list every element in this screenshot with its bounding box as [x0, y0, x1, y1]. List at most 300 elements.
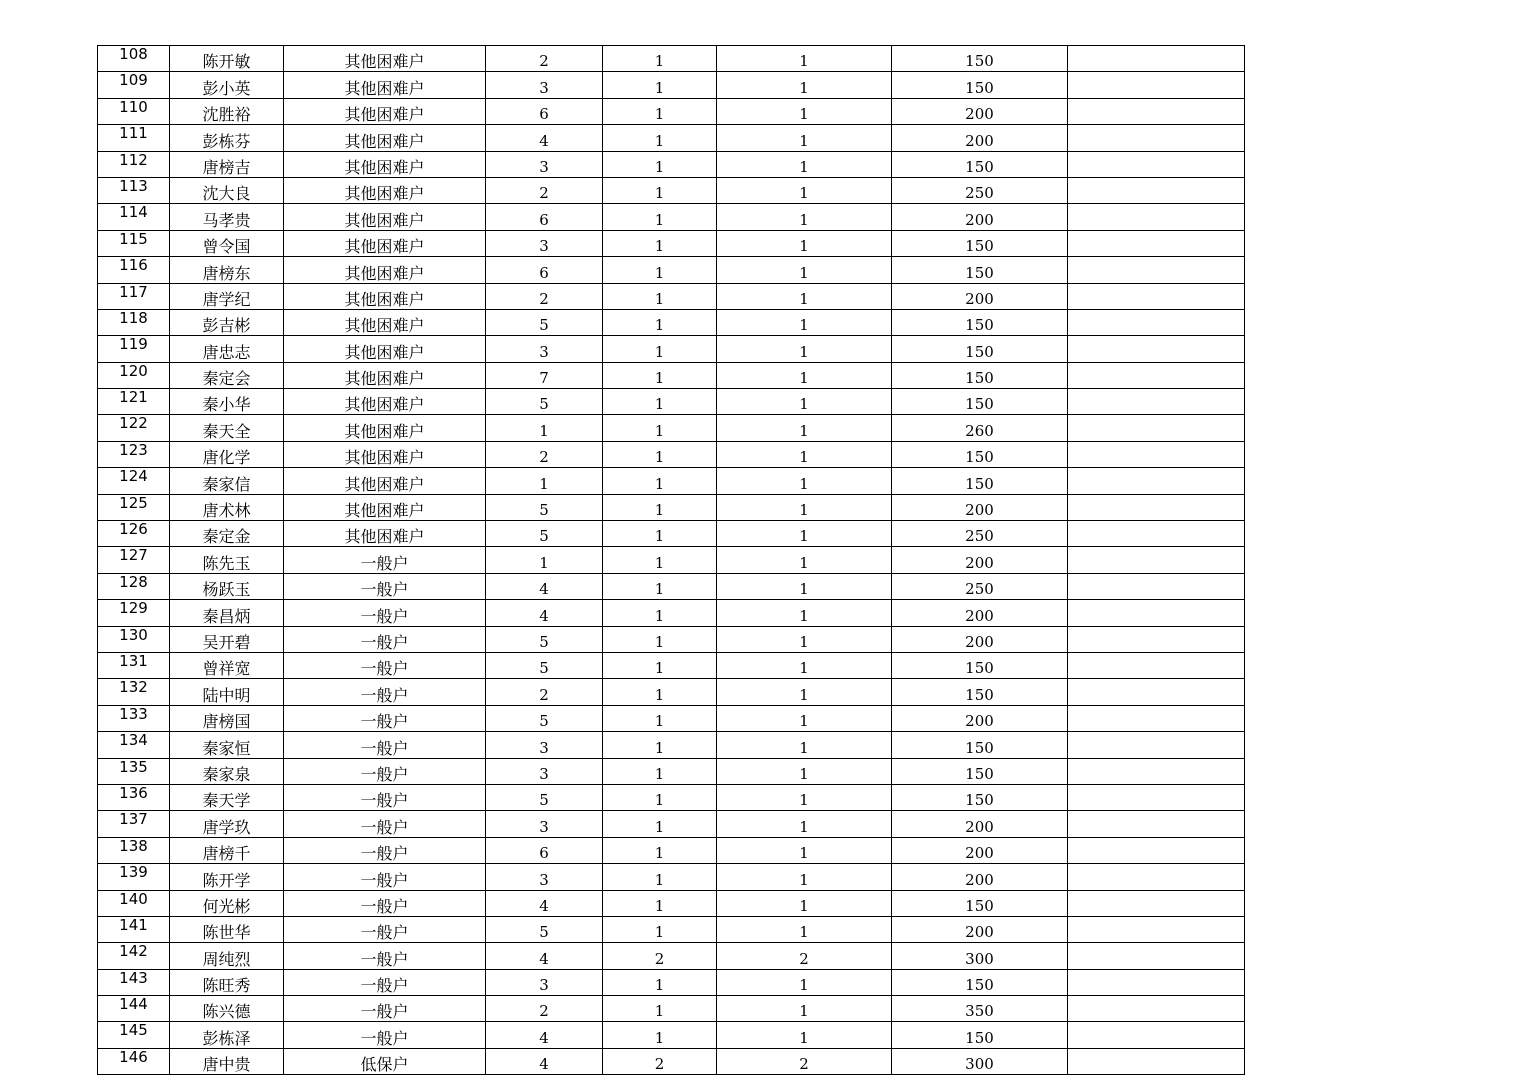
- amount-cell: 150: [892, 732, 1068, 758]
- row-number-cell: 119: [98, 336, 170, 362]
- household-type-cell: 一般户: [284, 626, 486, 652]
- table-row: [98, 916, 1245, 942]
- household-size-cell: 3: [486, 864, 603, 890]
- table-row: [98, 468, 1245, 494]
- household-size-cell: 6: [486, 837, 603, 863]
- count-cell: 1: [603, 652, 717, 678]
- row-number-cell: 145: [98, 1022, 170, 1048]
- count-cell: 1: [717, 573, 892, 599]
- household-type-cell: 其他困难户: [284, 230, 486, 256]
- household-type-cell: 一般户: [284, 969, 486, 995]
- row-number-cell: 127: [98, 547, 170, 573]
- name-cell: 陈旺秀: [170, 969, 284, 995]
- table-row: [98, 151, 1245, 177]
- table-row: [98, 521, 1245, 547]
- count-cell: 1: [603, 784, 717, 810]
- row-number-cell: 122: [98, 415, 170, 441]
- row-number-cell: 116: [98, 257, 170, 283]
- row-number-cell: 114: [98, 204, 170, 230]
- household-size-cell: 4: [486, 125, 603, 151]
- table-row: [98, 125, 1245, 151]
- note-cell: [1068, 573, 1245, 599]
- amount-cell: 150: [892, 230, 1068, 256]
- note-cell: [1068, 705, 1245, 731]
- note-cell: [1068, 494, 1245, 520]
- count-cell: 1: [603, 125, 717, 151]
- note-cell: [1068, 679, 1245, 705]
- household-type-cell: 一般户: [284, 890, 486, 916]
- amount-cell: 200: [892, 125, 1068, 151]
- household-type-cell: 一般户: [284, 837, 486, 863]
- household-type-cell: 一般户: [284, 1022, 486, 1048]
- amount-cell: 150: [892, 362, 1068, 388]
- household-size-cell: 4: [486, 600, 603, 626]
- row-number-cell: 128: [98, 573, 170, 599]
- amount-cell: 150: [892, 309, 1068, 335]
- amount-cell: 200: [892, 283, 1068, 309]
- household-size-cell: 1: [486, 415, 603, 441]
- household-size-cell: 5: [486, 916, 603, 942]
- row-number-cell: 137: [98, 811, 170, 837]
- amount-cell: 200: [892, 626, 1068, 652]
- note-cell: [1068, 864, 1245, 890]
- household-type-cell: 一般户: [284, 996, 486, 1022]
- note-cell: [1068, 468, 1245, 494]
- table-row: [98, 1048, 1245, 1074]
- note-cell: [1068, 1022, 1245, 1048]
- table-row: [98, 784, 1245, 810]
- name-cell: 唐中贵: [170, 1048, 284, 1074]
- row-number-cell: 141: [98, 916, 170, 942]
- name-cell: 秦家泉: [170, 758, 284, 784]
- count-cell: 1: [603, 309, 717, 335]
- row-number-cell: 123: [98, 441, 170, 467]
- amount-cell: 150: [892, 679, 1068, 705]
- name-cell: 秦家信: [170, 468, 284, 494]
- count-cell: 1: [603, 864, 717, 890]
- table-row: [98, 389, 1245, 415]
- count-cell: 1: [603, 916, 717, 942]
- table-row: [98, 257, 1245, 283]
- row-number-cell: 110: [98, 98, 170, 124]
- count-cell: 1: [717, 969, 892, 995]
- count-cell: 1: [717, 441, 892, 467]
- row-number-cell: 138: [98, 837, 170, 863]
- table-row: [98, 732, 1245, 758]
- household-size-cell: 5: [486, 309, 603, 335]
- name-cell: 杨跃玉: [170, 573, 284, 599]
- amount-cell: 200: [892, 864, 1068, 890]
- note-cell: [1068, 257, 1245, 283]
- household-type-cell: 一般户: [284, 732, 486, 758]
- table-row: [98, 309, 1245, 335]
- row-number-cell: 111: [98, 125, 170, 151]
- count-cell: 1: [717, 600, 892, 626]
- note-cell: [1068, 441, 1245, 467]
- table-row: [98, 811, 1245, 837]
- row-number-cell: 109: [98, 72, 170, 98]
- row-number-cell: 135: [98, 758, 170, 784]
- table-row: [98, 72, 1245, 98]
- household-size-cell: 5: [486, 626, 603, 652]
- household-size-cell: 4: [486, 573, 603, 599]
- household-type-cell: 其他困难户: [284, 309, 486, 335]
- household-type-cell: 其他困难户: [284, 521, 486, 547]
- count-cell: 1: [717, 811, 892, 837]
- amount-cell: 150: [892, 72, 1068, 98]
- count-cell: 1: [717, 837, 892, 863]
- amount-cell: 150: [892, 468, 1068, 494]
- note-cell: [1068, 362, 1245, 388]
- count-cell: 1: [603, 547, 717, 573]
- count-cell: 1: [717, 125, 892, 151]
- note-cell: [1068, 98, 1245, 124]
- row-number-cell: 132: [98, 679, 170, 705]
- household-size-cell: 2: [486, 996, 603, 1022]
- count-cell: 1: [603, 283, 717, 309]
- row-number-cell: 124: [98, 468, 170, 494]
- household-type-cell: 其他困难户: [284, 98, 486, 124]
- count-cell: 1: [717, 46, 892, 72]
- count-cell: 1: [717, 415, 892, 441]
- count-cell: 1: [603, 758, 717, 784]
- row-number-cell: 113: [98, 177, 170, 203]
- count-cell: 1: [603, 573, 717, 599]
- row-number-cell: 146: [98, 1048, 170, 1074]
- table-row: [98, 1022, 1245, 1048]
- name-cell: 秦定金: [170, 521, 284, 547]
- name-cell: 马孝贵: [170, 204, 284, 230]
- table-row: [98, 441, 1245, 467]
- name-cell: 唐忠志: [170, 336, 284, 362]
- count-cell: 1: [603, 468, 717, 494]
- count-cell: 1: [603, 151, 717, 177]
- table-row: [98, 494, 1245, 520]
- amount-cell: 300: [892, 1048, 1068, 1074]
- table-row: [98, 177, 1245, 203]
- count-cell: 1: [603, 837, 717, 863]
- amount-cell: 250: [892, 521, 1068, 547]
- count-cell: 1: [717, 626, 892, 652]
- row-number-cell: 108: [98, 46, 170, 72]
- table-row: [98, 283, 1245, 309]
- amount-cell: 200: [892, 547, 1068, 573]
- count-cell: 2: [717, 1048, 892, 1074]
- name-cell: 陆中明: [170, 679, 284, 705]
- count-cell: 1: [717, 230, 892, 256]
- count-cell: 1: [603, 600, 717, 626]
- row-number-cell: 121: [98, 389, 170, 415]
- name-cell: 周纯烈: [170, 943, 284, 969]
- count-cell: 2: [603, 1048, 717, 1074]
- count-cell: 1: [603, 811, 717, 837]
- household-type-cell: 一般户: [284, 547, 486, 573]
- count-cell: 1: [603, 996, 717, 1022]
- name-cell: 唐榜东: [170, 257, 284, 283]
- household-size-cell: 6: [486, 98, 603, 124]
- count-cell: 1: [603, 441, 717, 467]
- amount-cell: 250: [892, 573, 1068, 599]
- count-cell: 1: [717, 283, 892, 309]
- count-cell: 1: [717, 784, 892, 810]
- name-cell: 何光彬: [170, 890, 284, 916]
- household-type-cell: 一般户: [284, 705, 486, 731]
- count-cell: 1: [603, 415, 717, 441]
- amount-cell: 150: [892, 46, 1068, 72]
- note-cell: [1068, 969, 1245, 995]
- count-cell: 1: [603, 177, 717, 203]
- row-number-cell: 134: [98, 732, 170, 758]
- name-cell: 陈兴德: [170, 996, 284, 1022]
- count-cell: 1: [717, 151, 892, 177]
- household-type-cell: 一般户: [284, 573, 486, 599]
- count-cell: 1: [603, 230, 717, 256]
- amount-cell: 150: [892, 257, 1068, 283]
- household-type-cell: 其他困难户: [284, 494, 486, 520]
- count-cell: 1: [717, 389, 892, 415]
- amount-cell: 150: [892, 652, 1068, 678]
- household-type-cell: 其他困难户: [284, 72, 486, 98]
- name-cell: 秦定会: [170, 362, 284, 388]
- count-cell: 1: [717, 652, 892, 678]
- count-cell: 1: [717, 890, 892, 916]
- relief-table: [97, 45, 1245, 1075]
- count-cell: 1: [717, 494, 892, 520]
- household-size-cell: 2: [486, 177, 603, 203]
- count-cell: 1: [603, 204, 717, 230]
- note-cell: [1068, 177, 1245, 203]
- count-cell: 1: [603, 362, 717, 388]
- name-cell: 彭吉彬: [170, 309, 284, 335]
- count-cell: 1: [717, 705, 892, 731]
- row-number-cell: 112: [98, 151, 170, 177]
- row-number-cell: 143: [98, 969, 170, 995]
- table-row: [98, 943, 1245, 969]
- row-number-cell: 136: [98, 784, 170, 810]
- household-type-cell: 其他困难户: [284, 257, 486, 283]
- name-cell: 唐榜千: [170, 837, 284, 863]
- amount-cell: 200: [892, 811, 1068, 837]
- count-cell: 1: [603, 389, 717, 415]
- row-number-cell: 120: [98, 362, 170, 388]
- table-body: [98, 46, 1245, 1075]
- note-cell: [1068, 309, 1245, 335]
- count-cell: 1: [717, 257, 892, 283]
- household-size-cell: 3: [486, 758, 603, 784]
- household-type-cell: 一般户: [284, 943, 486, 969]
- name-cell: 唐术林: [170, 494, 284, 520]
- amount-cell: 200: [892, 204, 1068, 230]
- note-cell: [1068, 652, 1245, 678]
- household-type-cell: 一般户: [284, 758, 486, 784]
- household-size-cell: 5: [486, 784, 603, 810]
- row-number-cell: 126: [98, 521, 170, 547]
- household-size-cell: 4: [486, 1022, 603, 1048]
- note-cell: [1068, 758, 1245, 784]
- amount-cell: 300: [892, 943, 1068, 969]
- name-cell: 陈开敏: [170, 46, 284, 72]
- note-cell: [1068, 916, 1245, 942]
- note-cell: [1068, 46, 1245, 72]
- note-cell: [1068, 547, 1245, 573]
- count-cell: 1: [717, 177, 892, 203]
- amount-cell: 150: [892, 336, 1068, 362]
- count-cell: 1: [717, 758, 892, 784]
- household-size-cell: 3: [486, 72, 603, 98]
- table-row: [98, 679, 1245, 705]
- name-cell: 吴开碧: [170, 626, 284, 652]
- count-cell: 2: [603, 943, 717, 969]
- table-row: [98, 204, 1245, 230]
- household-type-cell: 其他困难户: [284, 362, 486, 388]
- count-cell: 1: [717, 547, 892, 573]
- table-row: [98, 969, 1245, 995]
- name-cell: 彭栋泽: [170, 1022, 284, 1048]
- note-cell: [1068, 151, 1245, 177]
- table-row: [98, 758, 1245, 784]
- count-cell: 1: [717, 309, 892, 335]
- household-type-cell: 其他困难户: [284, 177, 486, 203]
- amount-cell: 200: [892, 705, 1068, 731]
- amount-cell: 150: [892, 890, 1068, 916]
- household-size-cell: 3: [486, 969, 603, 995]
- row-number-cell: 144: [98, 996, 170, 1022]
- household-size-cell: 5: [486, 494, 603, 520]
- name-cell: 秦家恒: [170, 732, 284, 758]
- household-type-cell: 其他困难户: [284, 283, 486, 309]
- household-type-cell: 一般户: [284, 652, 486, 678]
- household-type-cell: 其他困难户: [284, 151, 486, 177]
- count-cell: 1: [603, 98, 717, 124]
- note-cell: [1068, 626, 1245, 652]
- household-type-cell: 其他困难户: [284, 336, 486, 362]
- table-row: [98, 362, 1245, 388]
- note-cell: [1068, 1048, 1245, 1074]
- household-size-cell: 4: [486, 890, 603, 916]
- name-cell: 唐榜国: [170, 705, 284, 731]
- household-size-cell: 2: [486, 283, 603, 309]
- row-number-cell: 117: [98, 283, 170, 309]
- household-size-cell: 2: [486, 46, 603, 72]
- row-number-cell: 139: [98, 864, 170, 890]
- household-size-cell: 4: [486, 943, 603, 969]
- row-number-cell: 140: [98, 890, 170, 916]
- row-number-cell: 133: [98, 705, 170, 731]
- household-size-cell: 1: [486, 547, 603, 573]
- household-type-cell: 一般户: [284, 600, 486, 626]
- note-cell: [1068, 72, 1245, 98]
- count-cell: 1: [717, 98, 892, 124]
- note-cell: [1068, 389, 1245, 415]
- amount-cell: 150: [892, 1022, 1068, 1048]
- household-type-cell: 其他困难户: [284, 415, 486, 441]
- amount-cell: 250: [892, 177, 1068, 203]
- row-number-cell: 131: [98, 652, 170, 678]
- count-cell: 1: [717, 336, 892, 362]
- household-size-cell: 5: [486, 389, 603, 415]
- table-row: [98, 652, 1245, 678]
- household-type-cell: 一般户: [284, 916, 486, 942]
- table-row: [98, 705, 1245, 731]
- count-cell: 1: [717, 916, 892, 942]
- table-row: [98, 890, 1245, 916]
- household-type-cell: 一般户: [284, 784, 486, 810]
- count-cell: 1: [717, 679, 892, 705]
- count-cell: 1: [603, 46, 717, 72]
- name-cell: 秦天全: [170, 415, 284, 441]
- table-row: [98, 996, 1245, 1022]
- name-cell: 曾令国: [170, 230, 284, 256]
- name-cell: 秦天学: [170, 784, 284, 810]
- row-number-cell: 142: [98, 943, 170, 969]
- note-cell: [1068, 230, 1245, 256]
- name-cell: 唐化学: [170, 441, 284, 467]
- note-cell: [1068, 204, 1245, 230]
- household-size-cell: 6: [486, 257, 603, 283]
- household-type-cell: 一般户: [284, 811, 486, 837]
- name-cell: 秦昌炳: [170, 600, 284, 626]
- name-cell: 陈世华: [170, 916, 284, 942]
- count-cell: 1: [603, 1022, 717, 1048]
- household-type-cell: 其他困难户: [284, 389, 486, 415]
- count-cell: 1: [717, 996, 892, 1022]
- household-size-cell: 3: [486, 732, 603, 758]
- note-cell: [1068, 521, 1245, 547]
- household-size-cell: 3: [486, 336, 603, 362]
- row-number-cell: 125: [98, 494, 170, 520]
- count-cell: 1: [717, 468, 892, 494]
- name-cell: 沈大良: [170, 177, 284, 203]
- household-size-cell: 7: [486, 362, 603, 388]
- table-row: [98, 573, 1245, 599]
- name-cell: 彭小英: [170, 72, 284, 98]
- household-size-cell: 5: [486, 652, 603, 678]
- note-cell: [1068, 890, 1245, 916]
- household-type-cell: 其他困难户: [284, 46, 486, 72]
- amount-cell: 150: [892, 784, 1068, 810]
- household-size-cell: 3: [486, 151, 603, 177]
- count-cell: 1: [603, 494, 717, 520]
- count-cell: 1: [603, 72, 717, 98]
- row-number-cell: 115: [98, 230, 170, 256]
- count-cell: 1: [603, 679, 717, 705]
- household-size-cell: 2: [486, 441, 603, 467]
- note-cell: [1068, 732, 1245, 758]
- table-row: [98, 98, 1245, 124]
- table-row: [98, 864, 1245, 890]
- count-cell: 1: [603, 969, 717, 995]
- name-cell: 曾祥宽: [170, 652, 284, 678]
- amount-cell: 200: [892, 494, 1068, 520]
- note-cell: [1068, 784, 1245, 810]
- note-cell: [1068, 283, 1245, 309]
- table-row: [98, 415, 1245, 441]
- note-cell: [1068, 811, 1245, 837]
- household-size-cell: 6: [486, 204, 603, 230]
- household-size-cell: 5: [486, 705, 603, 731]
- note-cell: [1068, 600, 1245, 626]
- amount-cell: 350: [892, 996, 1068, 1022]
- note-cell: [1068, 996, 1245, 1022]
- note-cell: [1068, 336, 1245, 362]
- amount-cell: 200: [892, 837, 1068, 863]
- name-cell: 陈先玉: [170, 547, 284, 573]
- amount-cell: 150: [892, 389, 1068, 415]
- table-row: [98, 547, 1245, 573]
- household-size-cell: 2: [486, 679, 603, 705]
- note-cell: [1068, 125, 1245, 151]
- household-type-cell: 其他困难户: [284, 441, 486, 467]
